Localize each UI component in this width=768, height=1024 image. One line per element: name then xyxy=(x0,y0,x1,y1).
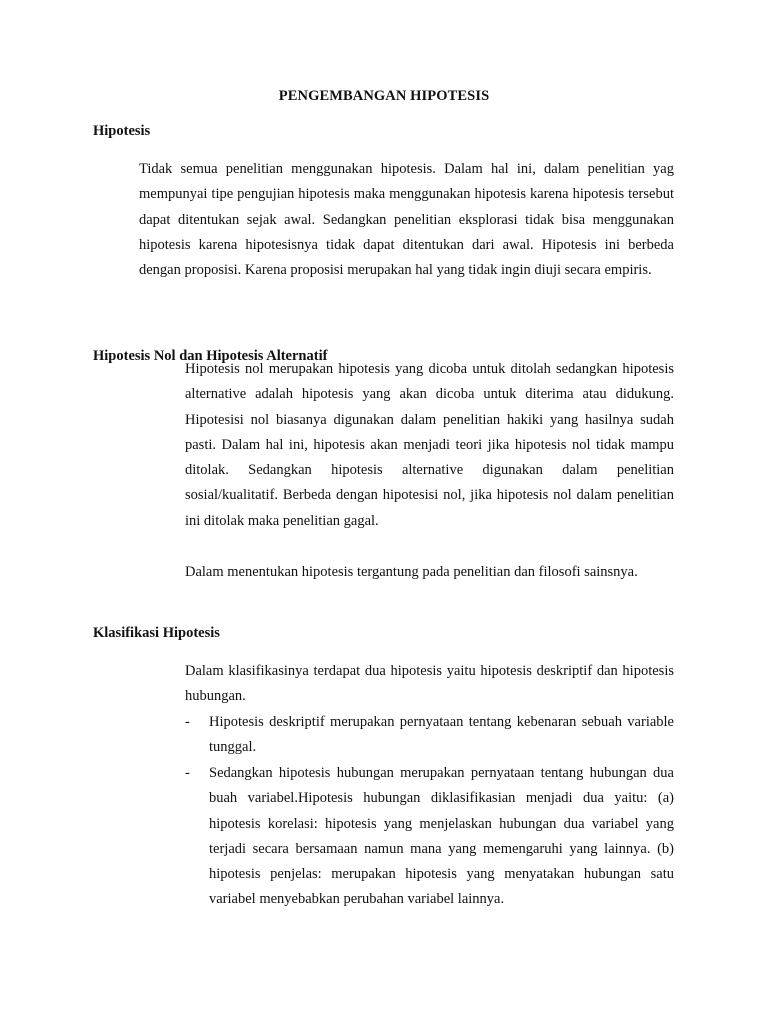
bullet-text: Hipotesis deskriptif merupakan pernyataan tentang kebenaran sebuah variable tunggal. xyxy=(209,714,674,756)
section-heading-klasifikasi: Klasifikasi Hipotesis xyxy=(93,625,220,641)
bullet-marker: - xyxy=(185,714,190,730)
paragraph-klasifikasi: Dalam klasifikasinya terdapat dua hipotesis yaitu hipotesis deskriptif dan hipotesis hubungan. xyxy=(185,663,674,705)
paragraph-hipotesis: Tidak semua penelitian menggunakan hipotesis. Dalam hal ini, dalam penelitian yag mempunyai tipe pengujian hipotesis maka menggunakan hipotesis karena hipotesis tersebut dapat ditentukan sejak awal. Sedangkan penelitian eksplorasi tidak bisa menggunakan hipotesis karena hipotesisnya tidak dapat ditentukan dari awal. Hipotesis ini berbeda dengan proposisi. Karena proposisi merupakan hal yang tidak ingin diuji secara empiris. xyxy=(139,161,674,279)
paragraph-hipotesis-nol-closing: Dalam menentukan hipotesis tergantung pada penelitian dan filosofi sainsnya. xyxy=(185,564,638,580)
paragraph-hipotesis-nol: Hipotesis nol merupakan hipotesis yang dicoba untuk ditolah sedangkan hipotesis alternative adalah hipotesis yang akan dicoba untuk diterima atau didukung. Hipotesisi nol biasanya digunakan dalam penelitian hakiki yang hasilnya sudah pasti. Dalam hal ini, hipotesis akan menjadi teori jika hipotesis nol tidak mampu ditolak. Sedangkan hipotesis alternative digunakan dalam penelitian sosial/kualitatif. Berbeda dengan hipotesisi nol, jika hipotesis nol dalam penelitian ini ditolak maka penelitian gagal. xyxy=(185,361,674,529)
section-heading-hipotesis-nol: Hipotesis Nol dan Hipotesis Alternatif xyxy=(93,348,328,364)
document-title: PENGEMBANGAN HIPOTESIS xyxy=(278,88,490,104)
section-heading-hipotesis: Hipotesis xyxy=(93,123,151,139)
list-item xyxy=(185,761,674,913)
bullet-marker: - xyxy=(185,765,190,781)
list-item xyxy=(185,710,674,761)
bullet-text: Sedangkan hipotesis hubungan merupakan pernyataan tentang hubungan dua buah variabel.Hipotesis hubungan diklasifikasian menjadi dua yaitu: (a) hipotesis korelasi: hipotesis yang menjelaskan hubungan dua variabel yang terjadi secara bersamaan namun mana yang memengaruhi yang lainnya. (b) hipotesis penjelas: merupakan hipotesis yang menyatakan hubungan satu variabel menyebabkan perubahan variabel lainnya. xyxy=(209,765,674,908)
